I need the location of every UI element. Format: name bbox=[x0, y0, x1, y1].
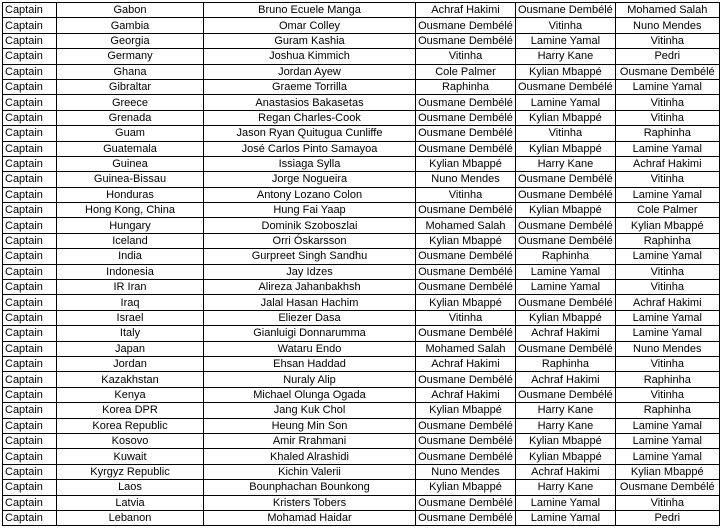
table-body bbox=[3, 3, 720, 526]
first-choice-cell: Kylian Mbappé bbox=[416, 480, 516, 495]
voter-name-cell: Graeme Torrilla bbox=[204, 79, 416, 94]
second-choice-cell: Kylian Mbappé bbox=[516, 433, 616, 448]
table-row bbox=[3, 233, 720, 248]
table-row bbox=[3, 464, 720, 479]
country-cell: Kosovo bbox=[57, 433, 204, 448]
country-cell: Kyrgyz Republic bbox=[57, 464, 204, 479]
voter-name-cell: Dominik Szoboszlai bbox=[204, 218, 416, 233]
role-cell: Captain bbox=[3, 372, 57, 387]
first-choice-cell: Kylian Mbappé bbox=[416, 233, 516, 248]
first-choice-cell: Ousmane Dembélé bbox=[416, 326, 516, 341]
table-row bbox=[3, 495, 720, 510]
first-choice-cell: Ousmane Dembélé bbox=[416, 495, 516, 510]
role-cell: Captain bbox=[3, 464, 57, 479]
country-cell: Israel bbox=[57, 310, 204, 325]
country-cell: Grenada bbox=[57, 110, 204, 125]
first-choice-cell: Ousmane Dembélé bbox=[416, 126, 516, 141]
country-cell: Gabon bbox=[57, 3, 204, 18]
second-choice-cell: Harry Kane bbox=[516, 418, 616, 433]
second-choice-cell: Raphinha bbox=[516, 249, 616, 264]
voter-name-cell: Eliezer Dasa bbox=[204, 310, 416, 325]
third-choice-cell: Lamine Yamal bbox=[615, 187, 719, 202]
first-choice-cell: Achraf Hakimi bbox=[416, 356, 516, 371]
voter-name-cell: Kichin Valerii bbox=[204, 464, 416, 479]
country-cell: Indonesia bbox=[57, 264, 204, 279]
third-choice-cell: Lamine Yamal bbox=[615, 310, 719, 325]
table-row bbox=[3, 126, 720, 141]
voter-name-cell: Ehsan Haddad bbox=[204, 356, 416, 371]
second-choice-cell: Kylian Mbappé bbox=[516, 141, 616, 156]
third-choice-cell: Lamine Yamal bbox=[615, 449, 719, 464]
first-choice-cell: Mohamed Salah bbox=[416, 341, 516, 356]
second-choice-cell: Ousmane Dembélé bbox=[516, 233, 616, 248]
third-choice-cell: Vitinha bbox=[615, 264, 719, 279]
third-choice-cell: Raphinha bbox=[615, 126, 719, 141]
third-choice-cell: Vitinha bbox=[615, 356, 719, 371]
first-choice-cell: Kylian Mbappé bbox=[416, 156, 516, 171]
first-choice-cell: Ousmane Dembélé bbox=[416, 280, 516, 295]
table-row bbox=[3, 356, 720, 371]
country-cell: Honduras bbox=[57, 187, 204, 202]
role-cell: Captain bbox=[3, 3, 57, 18]
table-row bbox=[3, 510, 720, 525]
country-cell: Jordan bbox=[57, 356, 204, 371]
table-row bbox=[3, 95, 720, 110]
second-choice-cell: Ousmane Dembélé bbox=[516, 3, 616, 18]
third-choice-cell: Achraf Hakimi bbox=[615, 156, 719, 171]
first-choice-cell: Kylian Mbappé bbox=[416, 403, 516, 418]
first-choice-cell: Ousmane Dembélé bbox=[416, 110, 516, 125]
third-choice-cell: Raphinha bbox=[615, 233, 719, 248]
third-choice-cell: Achraf Hakimi bbox=[615, 295, 719, 310]
table-row bbox=[3, 480, 720, 495]
first-choice-cell: Vitinha bbox=[416, 310, 516, 325]
table-row bbox=[3, 264, 720, 279]
table-row bbox=[3, 110, 720, 125]
second-choice-cell: Lamine Yamal bbox=[516, 264, 616, 279]
second-choice-cell: Raphinha bbox=[516, 356, 616, 371]
first-choice-cell: Ousmane Dembélé bbox=[416, 433, 516, 448]
voter-name-cell: Heung Min Son bbox=[204, 418, 416, 433]
role-cell: Captain bbox=[3, 172, 57, 187]
role-cell: Captain bbox=[3, 110, 57, 125]
second-choice-cell: Kylian Mbappé bbox=[516, 110, 616, 125]
role-cell: Captain bbox=[3, 156, 57, 171]
voter-name-cell: Nuraly Alip bbox=[204, 372, 416, 387]
third-choice-cell: Cole Palmer bbox=[615, 203, 719, 218]
role-cell: Captain bbox=[3, 387, 57, 402]
third-choice-cell: Pedri bbox=[615, 510, 719, 525]
role-cell: Captain bbox=[3, 495, 57, 510]
role-cell: Captain bbox=[3, 264, 57, 279]
table-row bbox=[3, 79, 720, 94]
first-choice-cell: Ousmane Dembélé bbox=[416, 264, 516, 279]
table-row bbox=[3, 310, 720, 325]
first-choice-cell: Ousmane Dembélé bbox=[416, 449, 516, 464]
first-choice-cell: Ousmane Dembélé bbox=[416, 372, 516, 387]
country-cell: Latvia bbox=[57, 495, 204, 510]
table-row bbox=[3, 18, 720, 33]
role-cell: Captain bbox=[3, 126, 57, 141]
second-choice-cell: Kylian Mbappé bbox=[516, 203, 616, 218]
role-cell: Captain bbox=[3, 79, 57, 94]
role-cell: Captain bbox=[3, 33, 57, 48]
voter-name-cell: Khaled Alrashidi bbox=[204, 449, 416, 464]
country-cell: India bbox=[57, 249, 204, 264]
role-cell: Captain bbox=[3, 187, 57, 202]
third-choice-cell: Lamine Yamal bbox=[615, 141, 719, 156]
voter-name-cell: Antony Lozano Colon bbox=[204, 187, 416, 202]
voter-name-cell: Jang Kuk Chol bbox=[204, 403, 416, 418]
first-choice-cell: Ousmane Dembélé bbox=[416, 141, 516, 156]
second-choice-cell: Ousmane Dembélé bbox=[516, 341, 616, 356]
table-row bbox=[3, 372, 720, 387]
second-choice-cell: Achraf Hakimi bbox=[516, 464, 616, 479]
first-choice-cell: Nuno Mendes bbox=[416, 172, 516, 187]
third-choice-cell: Ousmane Dembélé bbox=[615, 64, 719, 79]
second-choice-cell: Harry Kane bbox=[516, 480, 616, 495]
table-row bbox=[3, 156, 720, 171]
second-choice-cell: Lamine Yamal bbox=[516, 33, 616, 48]
third-choice-cell: Mohamed Salah bbox=[615, 3, 719, 18]
table-row bbox=[3, 3, 720, 18]
country-cell: Greece bbox=[57, 95, 204, 110]
voter-name-cell: Issiaga Sylla bbox=[204, 156, 416, 171]
country-cell: Gambia bbox=[57, 18, 204, 33]
country-cell: Guam bbox=[57, 126, 204, 141]
role-cell: Captain bbox=[3, 326, 57, 341]
role-cell: Captain bbox=[3, 433, 57, 448]
voter-name-cell: Jordan Ayew bbox=[204, 64, 416, 79]
third-choice-cell: Vitinha bbox=[615, 495, 719, 510]
third-choice-cell: Vitinha bbox=[615, 172, 719, 187]
voter-name-cell: Bounphachan Bounkong bbox=[204, 480, 416, 495]
table-row bbox=[3, 433, 720, 448]
voter-name-cell: José Carlos Pinto Samayoa bbox=[204, 141, 416, 156]
third-choice-cell: Lamine Yamal bbox=[615, 326, 719, 341]
role-cell: Captain bbox=[3, 49, 57, 64]
country-cell: Laos bbox=[57, 480, 204, 495]
first-choice-cell: Ousmane Dembélé bbox=[416, 510, 516, 525]
role-cell: Captain bbox=[3, 403, 57, 418]
voter-name-cell: Wataru Endo bbox=[204, 341, 416, 356]
voter-name-cell: Joshua Kimmich bbox=[204, 49, 416, 64]
third-choice-cell: Nuno Mendes bbox=[615, 341, 719, 356]
country-cell: Iraq bbox=[57, 295, 204, 310]
country-cell: Kazakhstan bbox=[57, 372, 204, 387]
second-choice-cell: Harry Kane bbox=[516, 403, 616, 418]
role-cell: Captain bbox=[3, 280, 57, 295]
third-choice-cell: Lamine Yamal bbox=[615, 79, 719, 94]
role-cell: Captain bbox=[3, 341, 57, 356]
first-choice-cell: Nuno Mendes bbox=[416, 464, 516, 479]
table-row bbox=[3, 203, 720, 218]
role-cell: Captain bbox=[3, 203, 57, 218]
third-choice-cell: Kylian Mbappé bbox=[615, 218, 719, 233]
first-choice-cell: Ousmane Dembélé bbox=[416, 203, 516, 218]
table-row bbox=[3, 280, 720, 295]
voter-name-cell: Jay Idzes bbox=[204, 264, 416, 279]
role-cell: Captain bbox=[3, 64, 57, 79]
second-choice-cell: Kylian Mbappé bbox=[516, 310, 616, 325]
voter-name-cell: Gurpreet Singh Sandhu bbox=[204, 249, 416, 264]
voter-name-cell: Anastasios Bakasetas bbox=[204, 95, 416, 110]
third-choice-cell: Vitinha bbox=[615, 110, 719, 125]
country-cell: Ghana bbox=[57, 64, 204, 79]
role-cell: Captain bbox=[3, 233, 57, 248]
country-cell: Italy bbox=[57, 326, 204, 341]
first-choice-cell: Vitinha bbox=[416, 49, 516, 64]
table-row bbox=[3, 449, 720, 464]
country-cell: Korea DPR bbox=[57, 403, 204, 418]
third-choice-cell: Vitinha bbox=[615, 95, 719, 110]
country-cell: Lebanon bbox=[57, 510, 204, 525]
third-choice-cell: Raphinha bbox=[615, 372, 719, 387]
voter-name-cell: Orri Óskarsson bbox=[204, 233, 416, 248]
table-row bbox=[3, 249, 720, 264]
role-cell: Captain bbox=[3, 18, 57, 33]
third-choice-cell: Vitinha bbox=[615, 280, 719, 295]
table-row bbox=[3, 49, 720, 64]
role-cell: Captain bbox=[3, 418, 57, 433]
first-choice-cell: Achraf Hakimi bbox=[416, 387, 516, 402]
voter-name-cell: Jalal Hasan Hachim bbox=[204, 295, 416, 310]
second-choice-cell: Lamine Yamal bbox=[516, 95, 616, 110]
second-choice-cell: Harry Kane bbox=[516, 49, 616, 64]
third-choice-cell: Lamine Yamal bbox=[615, 433, 719, 448]
role-cell: Captain bbox=[3, 95, 57, 110]
voter-name-cell: Jason Ryan Quitugua Cunliffe bbox=[204, 126, 416, 141]
second-choice-cell: Kylian Mbappé bbox=[516, 64, 616, 79]
country-cell: Hungary bbox=[57, 218, 204, 233]
table-row bbox=[3, 141, 720, 156]
second-choice-cell: Lamine Yamal bbox=[516, 495, 616, 510]
first-choice-cell: Ousmane Dembélé bbox=[416, 18, 516, 33]
voter-name-cell: Guram Kashia bbox=[204, 33, 416, 48]
votes-sheet bbox=[2, 2, 720, 526]
country-cell: Iceland bbox=[57, 233, 204, 248]
first-choice-cell: Vitinha bbox=[416, 187, 516, 202]
country-cell: Korea Republic bbox=[57, 418, 204, 433]
third-choice-cell: Raphinha bbox=[615, 403, 719, 418]
second-choice-cell: Lamine Yamal bbox=[516, 510, 616, 525]
voter-name-cell: Bruno Ecuele Manga bbox=[204, 3, 416, 18]
role-cell: Captain bbox=[3, 295, 57, 310]
second-choice-cell: Ousmane Dembélé bbox=[516, 187, 616, 202]
second-choice-cell: Achraf Hakimi bbox=[516, 326, 616, 341]
role-cell: Captain bbox=[3, 141, 57, 156]
country-cell: Georgia bbox=[57, 33, 204, 48]
voter-name-cell: Mohamad Haidar bbox=[204, 510, 416, 525]
third-choice-cell: Lamine Yamal bbox=[615, 418, 719, 433]
table-row bbox=[3, 326, 720, 341]
first-choice-cell: Ousmane Dembélé bbox=[416, 95, 516, 110]
role-cell: Captain bbox=[3, 510, 57, 525]
second-choice-cell: Vitinha bbox=[516, 126, 616, 141]
second-choice-cell: Ousmane Dembélé bbox=[516, 172, 616, 187]
second-choice-cell: Kylian Mbappé bbox=[516, 449, 616, 464]
table-row bbox=[3, 387, 720, 402]
second-choice-cell: Achraf Hakimi bbox=[516, 372, 616, 387]
third-choice-cell: Lamine Yamal bbox=[615, 249, 719, 264]
table-row bbox=[3, 295, 720, 310]
country-cell: IR Iran bbox=[57, 280, 204, 295]
voter-name-cell: Gianluigi Donnarumma bbox=[204, 326, 416, 341]
second-choice-cell: Ousmane Dembélé bbox=[516, 295, 616, 310]
third-choice-cell: Pedri bbox=[615, 49, 719, 64]
country-cell: Kenya bbox=[57, 387, 204, 402]
third-choice-cell: Vitinha bbox=[615, 33, 719, 48]
voter-name-cell: Alireza Jahanbakhsh bbox=[204, 280, 416, 295]
country-cell: Kuwait bbox=[57, 449, 204, 464]
first-choice-cell: Achraf Hakimi bbox=[416, 3, 516, 18]
first-choice-cell: Mohamed Salah bbox=[416, 218, 516, 233]
first-choice-cell: Ousmane Dembélé bbox=[416, 249, 516, 264]
role-cell: Captain bbox=[3, 218, 57, 233]
country-cell: Guinea bbox=[57, 156, 204, 171]
voter-name-cell: Michael Olunga Ogada bbox=[204, 387, 416, 402]
table-row bbox=[3, 33, 720, 48]
role-cell: Captain bbox=[3, 249, 57, 264]
role-cell: Captain bbox=[3, 356, 57, 371]
second-choice-cell: Ousmane Dembélé bbox=[516, 218, 616, 233]
voter-name-cell: Kristers Tobers bbox=[204, 495, 416, 510]
table-row bbox=[3, 172, 720, 187]
role-cell: Captain bbox=[3, 310, 57, 325]
country-cell: Guinea-Bissau bbox=[57, 172, 204, 187]
table-row bbox=[3, 418, 720, 433]
voter-name-cell: Omar Colley bbox=[204, 18, 416, 33]
second-choice-cell: Ousmane Dembélé bbox=[516, 79, 616, 94]
third-choice-cell: Vitinha bbox=[615, 387, 719, 402]
first-choice-cell: Ousmane Dembélé bbox=[416, 33, 516, 48]
captain-votes-table bbox=[2, 2, 720, 526]
country-cell: Hong Kong, China bbox=[57, 203, 204, 218]
table-row bbox=[3, 403, 720, 418]
third-choice-cell: Nuno Mendes bbox=[615, 18, 719, 33]
first-choice-cell: Raphinha bbox=[416, 79, 516, 94]
table-row bbox=[3, 187, 720, 202]
first-choice-cell: Cole Palmer bbox=[416, 64, 516, 79]
country-cell: Japan bbox=[57, 341, 204, 356]
country-cell: Guatemala bbox=[57, 141, 204, 156]
table-row bbox=[3, 218, 720, 233]
first-choice-cell: Kylian Mbappé bbox=[416, 295, 516, 310]
role-cell: Captain bbox=[3, 449, 57, 464]
second-choice-cell: Ousmane Dembélé bbox=[516, 387, 616, 402]
second-choice-cell: Lamine Yamal bbox=[516, 280, 616, 295]
first-choice-cell: Ousmane Dembélé bbox=[416, 418, 516, 433]
third-choice-cell: Ousmane Dembélé bbox=[615, 480, 719, 495]
voter-name-cell: Amir Rrahmani bbox=[204, 433, 416, 448]
voter-name-cell: Jorge Nogueira bbox=[204, 172, 416, 187]
country-cell: Gibraltar bbox=[57, 79, 204, 94]
role-cell: Captain bbox=[3, 480, 57, 495]
second-choice-cell: Harry Kane bbox=[516, 156, 616, 171]
third-choice-cell: Kylian Mbappé bbox=[615, 464, 719, 479]
second-choice-cell: Vitinha bbox=[516, 18, 616, 33]
voter-name-cell: Regan Charles-Cook bbox=[204, 110, 416, 125]
table-row bbox=[3, 341, 720, 356]
country-cell: Germany bbox=[57, 49, 204, 64]
voter-name-cell: Hung Fai Yaap bbox=[204, 203, 416, 218]
table-row bbox=[3, 64, 720, 79]
